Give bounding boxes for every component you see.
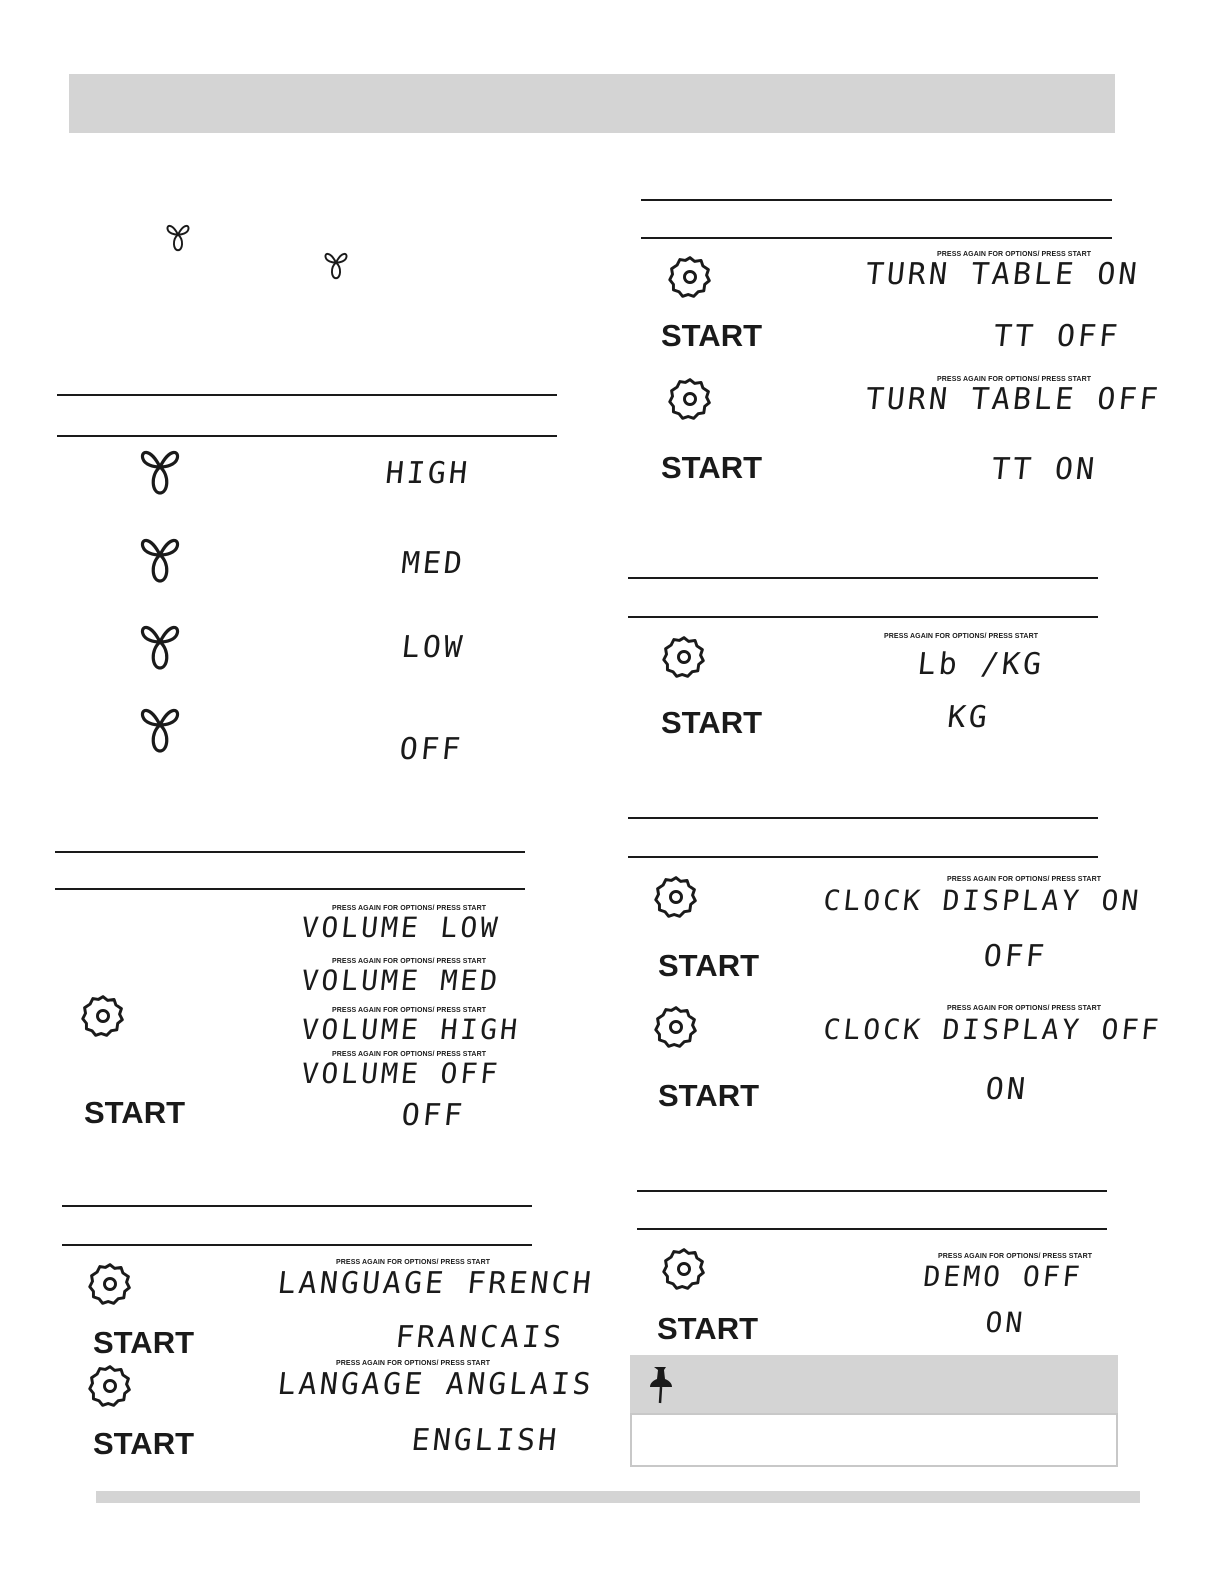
language-result-display: ENGLISH (409, 1423, 561, 1458)
divider (637, 1190, 1107, 1192)
language-display: LANGAGE ANGLAIS (275, 1367, 596, 1402)
options-hint: PRESS AGAIN FOR OPTIONS/ PRESS START (937, 376, 1092, 383)
start-label: START (657, 1311, 759, 1346)
clock-display: CLOCK DISPLAY OFF (821, 1013, 1163, 1046)
options-hint: PRESS AGAIN FOR OPTIONS/ PRESS START (332, 958, 487, 965)
gear-icon (661, 634, 707, 680)
volume-display: VOLUME OFF (299, 1057, 502, 1090)
fan-level-display: LOW (399, 630, 467, 665)
options-hint: PRESS AGAIN FOR OPTIONS/ PRESS START (947, 876, 1102, 883)
start-label: START (661, 318, 763, 353)
language-display: LANGUAGE FRENCH (275, 1266, 596, 1301)
divider (641, 199, 1112, 201)
options-hint: PRESS AGAIN FOR OPTIONS/ PRESS START (336, 1360, 491, 1367)
fan-icon (166, 221, 190, 253)
pushpin-icon (646, 1365, 676, 1405)
gear-icon (667, 254, 713, 300)
start-label: START (658, 948, 760, 983)
start-label: START (84, 1095, 186, 1130)
volume-display: VOLUME MED (299, 964, 502, 997)
options-hint: PRESS AGAIN FOR OPTIONS/ PRESS START (947, 1005, 1102, 1012)
note-body (630, 1413, 1118, 1467)
language-result-display: FRANCAIS (393, 1320, 566, 1355)
turntable-result-display: TT ON (989, 452, 1099, 487)
demo-display: DEMO OFF (921, 1260, 1085, 1293)
fan-icon (140, 445, 180, 497)
options-hint: PRESS AGAIN FOR OPTIONS/ PRESS START (937, 251, 1092, 258)
weight-display: Lb /KG (915, 647, 1046, 682)
gear-icon (80, 993, 126, 1039)
divider (55, 888, 525, 890)
gear-icon (653, 1004, 699, 1050)
divider (628, 817, 1098, 819)
gear-icon (653, 874, 699, 920)
fan-icon (140, 620, 180, 672)
footer-band (96, 1491, 1140, 1503)
demo-result-display: ON (983, 1306, 1027, 1339)
start-label: START (658, 1078, 760, 1113)
divider (57, 435, 557, 437)
divider (62, 1244, 532, 1246)
turntable-display: TURN TABLE ON (863, 257, 1142, 292)
header-band (69, 74, 1115, 133)
volume-display: VOLUME HIGH (299, 1013, 522, 1046)
options-hint: PRESS AGAIN FOR OPTIONS/ PRESS START (884, 633, 1039, 640)
divider (57, 394, 557, 396)
options-hint: PRESS AGAIN FOR OPTIONS/ PRESS START (938, 1253, 1093, 1260)
divider (637, 1228, 1107, 1230)
divider (628, 577, 1098, 579)
options-hint: PRESS AGAIN FOR OPTIONS/ PRESS START (332, 1051, 487, 1058)
start-label: START (661, 450, 763, 485)
note-header (630, 1355, 1118, 1413)
divider (62, 1205, 532, 1207)
clock-result-display: ON (983, 1072, 1030, 1107)
gear-icon (661, 1246, 707, 1292)
start-label: START (93, 1325, 195, 1360)
volume-result-display: OFF (399, 1098, 467, 1133)
start-label: START (661, 705, 763, 740)
turntable-display: TURN TABLE OFF (863, 382, 1163, 417)
fan-level-display: OFF (397, 732, 465, 767)
divider (55, 851, 525, 853)
divider (628, 616, 1098, 618)
fan-icon (140, 533, 180, 585)
options-hint: PRESS AGAIN FOR OPTIONS/ PRESS START (332, 1007, 487, 1014)
options-hint: PRESS AGAIN FOR OPTIONS/ PRESS START (336, 1259, 491, 1266)
start-label: START (93, 1426, 195, 1461)
weight-result-display: KG (945, 700, 992, 735)
gear-icon (87, 1261, 133, 1307)
fan-icon (324, 249, 348, 281)
clock-result-display: OFF (981, 939, 1049, 974)
fan-level-display: HIGH (383, 456, 472, 491)
turntable-result-display: TT OFF (991, 319, 1122, 354)
gear-icon (667, 376, 713, 422)
clock-display: CLOCK DISPLAY ON (821, 884, 1143, 917)
volume-display: VOLUME LOW (299, 911, 502, 944)
options-hint: PRESS AGAIN FOR OPTIONS/ PRESS START (332, 905, 487, 912)
fan-icon (140, 703, 180, 755)
divider (628, 856, 1098, 858)
gear-icon (87, 1363, 133, 1409)
fan-level-display: MED (399, 546, 467, 581)
divider (641, 237, 1112, 239)
